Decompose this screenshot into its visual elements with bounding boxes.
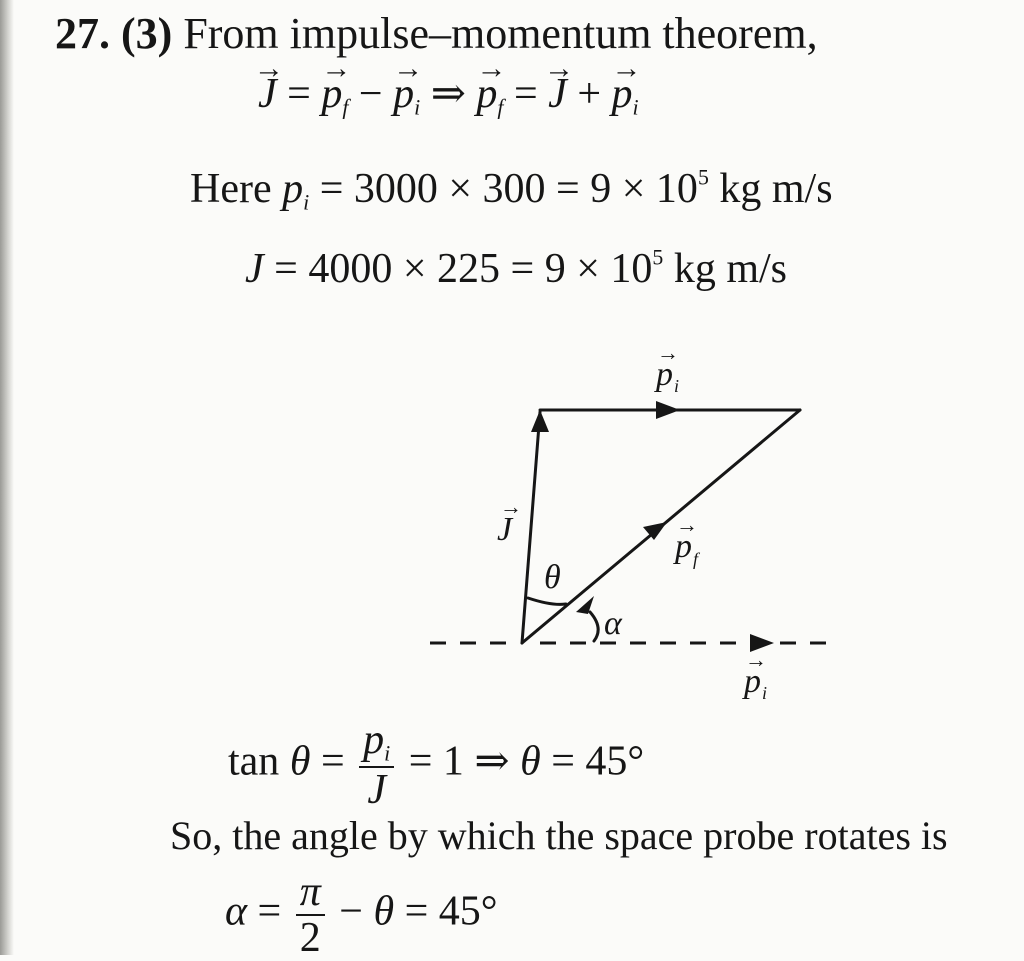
vector-mark-j: → (500, 494, 522, 519)
question-number: 27. (55, 9, 110, 58)
label-theta: θ (544, 559, 561, 596)
vector-mark-pi-bottom: → (745, 647, 767, 672)
theta-symbol: θ (289, 738, 311, 785)
equals-sign: = (257, 888, 282, 935)
answer-option: (3) (121, 9, 173, 58)
label-pi-bottom: p (744, 663, 761, 700)
theta-arc (528, 598, 566, 604)
unit: kg m/s (719, 166, 833, 212)
j-symbol: J (245, 246, 264, 292)
minus-sign: − (358, 71, 383, 117)
vector-j-2: → J (548, 70, 567, 118)
unit: kg m/s (673, 246, 788, 292)
fraction-denominator: 2 (299, 915, 321, 961)
tan-theta-equation (228, 718, 644, 812)
j-vector-line (522, 412, 540, 643)
alpha-symbol: α (225, 888, 248, 935)
vector-mark-pf: → (676, 512, 698, 537)
vector-mark-pi-top: → (657, 340, 679, 365)
label-pi-bottom-sub: i (762, 683, 768, 703)
j-arrowhead (531, 410, 549, 432)
impulse-value: = 4000 × 225 = 9 × 10 (274, 246, 653, 292)
pi-over-two-fraction (296, 870, 325, 960)
alpha-arc (590, 612, 598, 641)
label-pf: p (675, 528, 692, 565)
here-label: Here (190, 166, 272, 212)
theta-symbol: θ (373, 888, 395, 935)
fraction-numerator: π (296, 870, 325, 916)
implies-sign: ⇒ (430, 71, 466, 117)
fraction-denominator: J (367, 766, 386, 813)
vector-j: → J (258, 70, 277, 118)
label-pi-top: p (656, 356, 673, 393)
equals-sign-2: = (513, 71, 538, 117)
theta-result: = 45° (551, 738, 645, 785)
label-pi-top-sub: i (674, 376, 680, 396)
equals-sign: = (320, 738, 345, 785)
pi-over-j-fraction (359, 718, 394, 812)
rotation-statement: So, the angle by which the space probe rotates is (170, 813, 948, 858)
question-title: From impulse–momentum theorem, (183, 9, 818, 58)
pi-top-arrowhead (656, 401, 680, 419)
vector-p-final-2: → $p_f$ (476, 70, 503, 121)
tan-rhs: = 1 ⇒ (408, 738, 510, 785)
p-initial-symbol: $p_i$ (282, 166, 310, 215)
theta-symbol-2: θ (520, 738, 541, 785)
initial-momentum-value: = 3000 × 300 = 9 × 10 (319, 166, 698, 212)
alpha-result: = 45° (404, 888, 498, 935)
minus-sign: − (339, 888, 363, 935)
vector-p-initial: → $p_i$ (393, 70, 420, 121)
tan-label: tan (228, 738, 280, 785)
equals-sign: = (287, 71, 311, 117)
alpha-equation (225, 870, 498, 960)
vector-p-final: → $p_f$ (321, 70, 348, 121)
label-pf-sub: f (693, 549, 699, 569)
vector-p-initial-2: → $p_i$ (612, 70, 639, 121)
exponent: 5 (697, 165, 709, 190)
label-j: J (497, 511, 513, 548)
label-alpha: α (604, 605, 622, 642)
plus-sign: + (577, 71, 601, 117)
fraction-numerator: $p_i$ (359, 718, 394, 768)
exponent: 5 (652, 245, 664, 270)
